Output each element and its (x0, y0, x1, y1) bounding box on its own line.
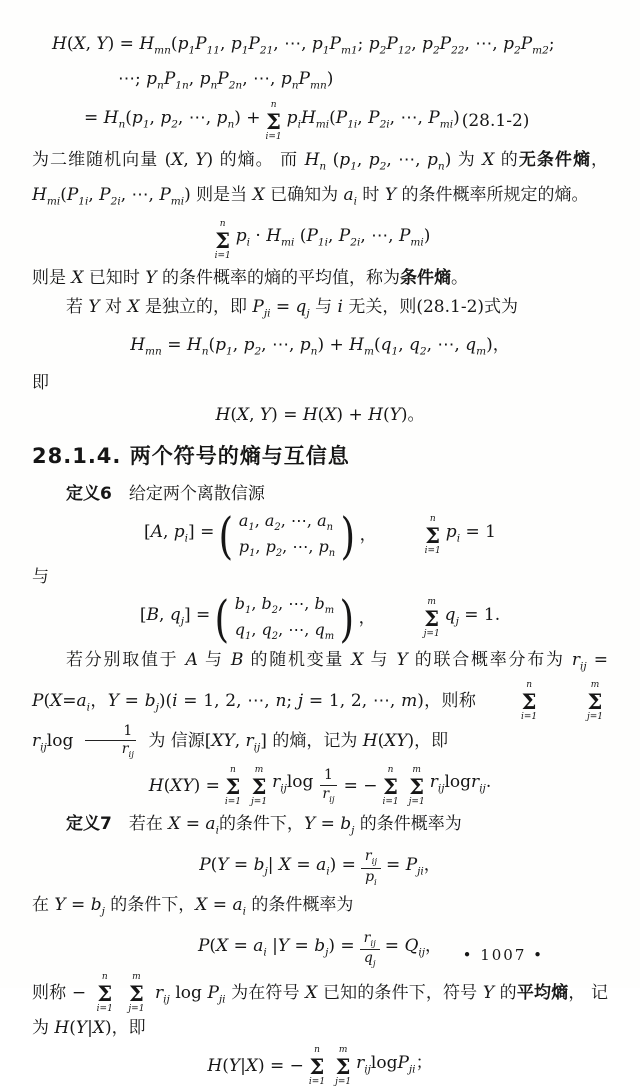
matrix-b (212, 589, 356, 648)
sigma-icon: Σ (425, 523, 441, 549)
sum-upper-limit: m (132, 972, 141, 983)
sum-upper-limit: m (412, 764, 421, 775)
summation-i-n (97, 973, 113, 1014)
sum-upper-limit: n (219, 218, 226, 229)
sum-lower-limit: i=1 (224, 796, 241, 807)
fraction-numerator: $r_{ij}$ (360, 930, 380, 951)
formula-28-1-2-line1: H(X, $Y) = H_{mn}(p_1P_{11}$, $p_1P_{21}$, ⋯, $p_1P_{m1}$; $p_2P_{12}$, $p_2P_{22}$, ⋯, $p_2P_{m2}$; (52, 34, 555, 57)
fraction-denominator: $r_{ij}$ (322, 785, 335, 805)
sum-upper-limit: n (387, 764, 394, 775)
source-a-lhs: [A, $p_i$] = (144, 521, 215, 545)
sigma-icon: Σ (266, 108, 282, 134)
sum-lower-limit: i=1 (214, 250, 231, 261)
qcond-rhs: = $Q_{ij}$， (384, 936, 443, 959)
summation-j-m (128, 973, 144, 1014)
pcond-rhs: = $P_{ji}$， (386, 854, 441, 877)
joint-distribution-paragraph (32, 646, 608, 763)
source-a-normalization: $p_i = 1$ (445, 521, 496, 545)
additivity-expression: H(X, Y) = H(X) + H(Y)。 (215, 405, 425, 426)
source-b-lhs: [B, $q_j$] = (139, 605, 211, 628)
sigma-icon: Σ (225, 773, 241, 799)
formula-28-1-2-line3-pre: = $H_n(p_1$, $p_2$, ⋯, $p_n$) + (84, 107, 261, 130)
summation-j-m (424, 598, 440, 639)
sum-upper-limit: m (427, 597, 436, 608)
sum-upper-limit: m (590, 680, 600, 691)
fraction-rij-over-pi (361, 848, 381, 888)
sigma-icon: Σ (215, 227, 231, 253)
sum-lower-limit: i=1 (96, 1004, 113, 1015)
sigma-icon: Σ (251, 773, 267, 799)
sum-upper-limit: n (314, 1045, 320, 1056)
sigma-icon: Σ (97, 981, 113, 1007)
sum-lower-limit: j=1 (408, 796, 425, 807)
independence-paragraph: 若 Y 对 X 是独立的，即 $P_{ji} = q_j$ 与 i 无关，则(28.1-2)式为 (66, 296, 519, 319)
summation-i-n (487, 681, 537, 722)
hyx-lhs: H(Y|X) = − (207, 1056, 304, 1077)
qcond-lhs: $P(X = a_i$ $|Y = b_j$) = (197, 936, 355, 959)
right-paren: ) (340, 506, 356, 565)
independence-entropy-formula (32, 331, 608, 366)
sum-lower-limit: j=1 (128, 1004, 145, 1015)
sum-lower-limit: i=1 (521, 712, 538, 723)
summation-j-m (335, 1046, 351, 1087)
sum-upper-limit: n (270, 99, 277, 110)
sum-lower-limit: j=1 (251, 796, 268, 807)
left-paren: ( (218, 506, 234, 565)
source-a-comma: ， (359, 525, 377, 546)
sigma-icon: Σ (335, 1054, 351, 1080)
right-paren: ) (339, 589, 355, 648)
sum-lower-limit: j=1 (423, 629, 440, 640)
definition-6-paragraph: 定义6 给定两个离散信源 (66, 483, 265, 504)
summation-i-n (225, 766, 241, 807)
joint-distribution-text-3: 为 信源[XY, $r_{ij}$] 的熵，记为 H(XY)，即 (148, 731, 449, 754)
sum-upper-limit: n (230, 764, 236, 775)
summation-i-n (215, 220, 231, 261)
sum-lower-limit: j=1 (335, 1077, 352, 1087)
section-heading: 28.1.4. 两个符号的熵与互信息 (32, 444, 350, 469)
summation-j-m (251, 766, 267, 807)
hxy-mid: $r_{ij}\log$ (272, 772, 314, 795)
pcond-lhs: $P(Y = b_j|$ $X = a_i$) = (199, 854, 356, 877)
matrix-a-row2: $p_1$, $p_2$, ⋯, $p_n$ (238, 537, 336, 560)
matrix-a-rows (236, 512, 338, 560)
hxy-lhs: H(XY) = (148, 775, 220, 796)
sigma-icon: Σ (383, 773, 398, 799)
average-conditional-entropy-expression: $p_i \cdot H_{mi}$ ($P_{1i}$, $P_{2i}$, ⋯, $P_{mi}$) (235, 226, 431, 249)
average-entropy-text-1: 则称 − (32, 983, 87, 1004)
source-b-normalization: $q_j = 1$. (444, 605, 501, 628)
formula-28-1-2-line2: ⋯; $p_nP_{1n}$, $p_nP_{2n}$, ⋯, $p_nP_{mn}$) (118, 69, 334, 92)
hxy-equals-2: = − (343, 775, 378, 796)
fraction-numerator: $r_{ij}$ (361, 848, 381, 869)
matrix-b-row2: $q_1$, $q_2$, ⋯, $q_m$ (234, 620, 335, 643)
sum-upper-limit: n (526, 680, 532, 691)
fraction-denominator: $q_j$ (363, 950, 376, 970)
summation-i-n (382, 766, 398, 807)
joint-distribution-text-1: 若分别取值于 A 与 B 的随机变量 X 与 Y 的联合概率分布为 $r_{ij} = P(X=a_i$，$Y = b_j)(i = 1$, 2, ⋯, n; j = 1, 2, ⋯, m)，则称 (32, 649, 608, 714)
sigma-icon: Σ (521, 689, 537, 715)
formula-28-1-2-line3 (84, 101, 608, 142)
summation-i-n (309, 1046, 325, 1087)
sum-upper-limit: m (338, 1045, 348, 1056)
matrix-a-row1: $a_1$, $a_2$, ⋯, $a_n$ (238, 510, 334, 533)
conditional-entropy-paragraph: 则是 X 已知时 Y 的条件概率的熵的平均值，称为条件熵。 (32, 267, 468, 288)
matrix-b-row1: $b_1$, $b_2$, ⋯, $b_m$ (234, 593, 335, 616)
formula-28-1-2-line3-post: $p_iH_{mi}(P_{1i}$, $P_{2i}$, ⋯, $P_{mi}$) (286, 107, 460, 130)
sum-upper-limit: n (429, 514, 436, 525)
that-is-word: 即 (32, 373, 49, 394)
fraction-denominator: $p_i$ (365, 868, 377, 888)
matrix-a (216, 506, 357, 565)
matrix-b-rows (232, 595, 337, 643)
average-entropy-text-2: $r_{ij}$ $\log P_{ji}$ 为在符号 X 已知的条件下，符号 Y 的平均熵， 记为 H(Y|X)，即 (32, 983, 609, 1039)
fraction-rij-over-qj (360, 930, 380, 970)
summation-i-n (266, 101, 282, 142)
fraction-numerator: 1 (85, 723, 136, 742)
fraction-numerator: 1 (320, 767, 337, 786)
conditional-probability-p-formula (32, 848, 608, 888)
hyx-tail: $r_{ij}\log P_{ji}$； (356, 1053, 433, 1076)
summation-i-n (425, 515, 441, 556)
summation-j-m (409, 766, 425, 807)
fraction-denominator: $r_{ij}$ (121, 741, 134, 760)
sigma-icon: Σ (424, 606, 440, 632)
source-b-formula (32, 589, 608, 648)
fraction-one-over-rij (84, 723, 138, 761)
sum-lower-limit: i=1 (424, 546, 441, 557)
sum-lower-limit: j=1 (586, 712, 603, 723)
sum-upper-limit: n (101, 972, 108, 983)
page-number: • 1007 • (462, 946, 544, 964)
sum-lower-limit: i=1 (382, 796, 399, 807)
sigma-icon: Σ (587, 689, 603, 715)
sum-lower-limit: i=1 (265, 131, 282, 142)
summation-j-m (553, 681, 603, 722)
equation-number: (28.1-2) (461, 110, 530, 131)
average-entropy-paragraph (32, 973, 608, 1043)
joint-entropy-paragraph: 为二维随机向量 (X, Y) 的熵。 而 $H_n$ ($p_1$, $p_2$, ⋯, $p_n$) 为 X 的无条件熵，$H_{mi}(P_{1i}$, $P_{2i}$, ⋯, $P_{mi}$) 则是当 X 已确知为 $a_i$ 时 Y 的条件概率所规定的熵。 (32, 149, 608, 208)
independence-entropy-expression: $H_{mn} = H_n(p_1$, $p_2$, ⋯, $p_n) + H_m(q_1$, $q_2$, ⋯, $q_m$)， (130, 334, 510, 358)
sigma-icon: Σ (409, 773, 425, 799)
hxy-tail: $r_{ij}\log r_{ij}$. (429, 772, 492, 795)
additivity-formula (32, 401, 608, 430)
fraction-one-over-rij (318, 767, 338, 805)
source-a-formula (32, 506, 608, 565)
joint-entropy-definition-formula (32, 766, 608, 807)
sigma-icon: Σ (309, 1054, 325, 1080)
average-conditional-entropy-formula (32, 220, 608, 261)
source-b-comma: ， (358, 608, 376, 629)
joint-distribution-text-2: $r_{ij}\log$ (32, 731, 74, 754)
conditional-entropy-hyx-formula (32, 1046, 608, 1087)
sum-lower-limit: i=1 (308, 1077, 326, 1087)
sigma-icon: Σ (128, 981, 144, 1007)
and-word: 与 (32, 566, 49, 587)
conditional-probability-paragraph-2: 在 $Y = b_j$ 的条件下，$X = a_i$ 的条件概率为 (32, 895, 354, 918)
left-paren: ( (214, 589, 230, 648)
definition-7-paragraph: 定义7 若在 $X = a_i$的条件下，$Y = b_j$ 的条件概率为 (66, 813, 462, 837)
sum-upper-limit: m (254, 764, 264, 775)
formula-28-1-2 (32, 30, 608, 142)
